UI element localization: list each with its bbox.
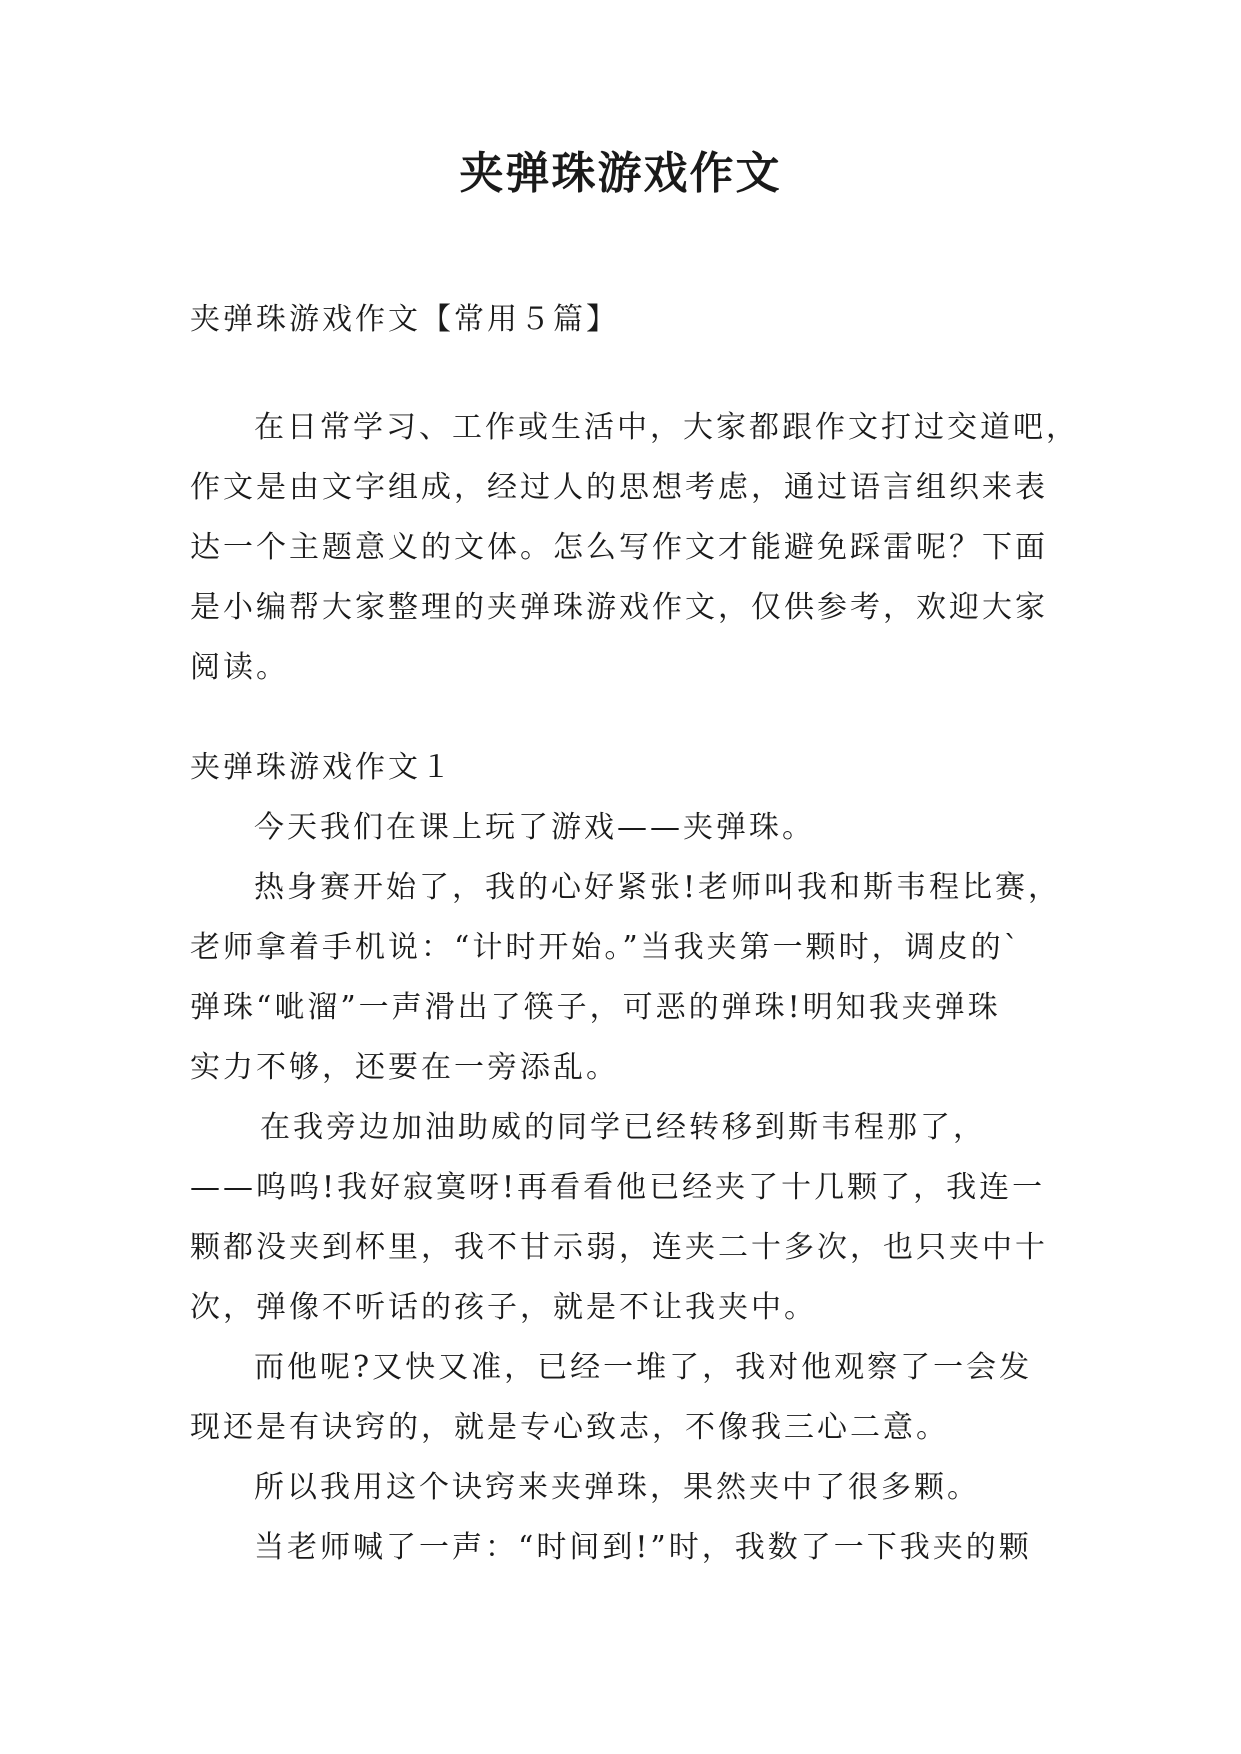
- body-line: ——呜呜!我好寂寞呀!再看看他已经夹了十几颗了，我连一: [190, 1170, 1046, 1205]
- body-line: 实力不够，还要在一旁添乱。: [190, 1050, 619, 1085]
- body-line: 现还是有诀窍的，就是专心致志，不像我三心二意。: [190, 1410, 949, 1445]
- body-line: 而他呢?又快又准，已经一堆了，我对他观察了一会发: [254, 1350, 1033, 1385]
- body-line: 所以我用这个诀窍来夹弹珠，果然夹中了很多颗。: [254, 1470, 980, 1505]
- document-subtitle: 夹弹珠游戏作文【常用５篇】: [190, 302, 619, 337]
- body-line: 弹珠“呲溜”一声滑出了筷子，可恶的弹珠!明知我夹弹珠: [190, 990, 1001, 1025]
- section-heading: 夹弹珠游戏作文１: [190, 750, 454, 785]
- spacer: [190, 698, 1058, 738]
- intro-line: 阅读。: [190, 650, 289, 685]
- intro-line: 达一个主题意义的文体。怎么写作文才能避免踩雷呢？下面: [190, 530, 1048, 565]
- body-line: 次，弹像不听话的孩子，就是不让我夹中。: [190, 1290, 817, 1325]
- body-line: 当老师喊了一声：“时间到!”时，我数了一下我夹的颗: [254, 1530, 1032, 1565]
- intro-line: 在日常学习、工作或生活中，大家都跟作文打过交道吧，: [254, 410, 1079, 445]
- body-line: 在我旁边加油助威的同学已经转移到斯韦程那了，: [260, 1110, 986, 1145]
- body-line: 热身赛开始了，我的心好紧张!老师叫我和斯韦程比赛，: [254, 870, 1062, 905]
- document-body: [190, 290, 1079, 1578]
- body-line: 今天我们在课上玩了游戏——夹弹珠。: [254, 810, 815, 845]
- intro-line: 作文是由文字组成，经过人的思想考虑，通过语言组织来表: [190, 470, 1048, 505]
- intro-line: 是小编帮大家整理的夹弹珠游戏作文，仅供参考，欢迎大家: [190, 590, 1048, 625]
- document-title: 夹弹珠游戏作文: [459, 148, 782, 199]
- body-line: 老师拿着手机说：“计时开始。”当我夹第一颗时，调皮的`: [190, 930, 1022, 965]
- body-line: 颗都没夹到杯里，我不甘示弱，连夹二十多次，也只夹中十: [190, 1230, 1048, 1265]
- intro-paragraph: [190, 398, 1079, 698]
- essay-paragraphs: [190, 798, 1062, 1578]
- spacer: [190, 350, 1058, 398]
